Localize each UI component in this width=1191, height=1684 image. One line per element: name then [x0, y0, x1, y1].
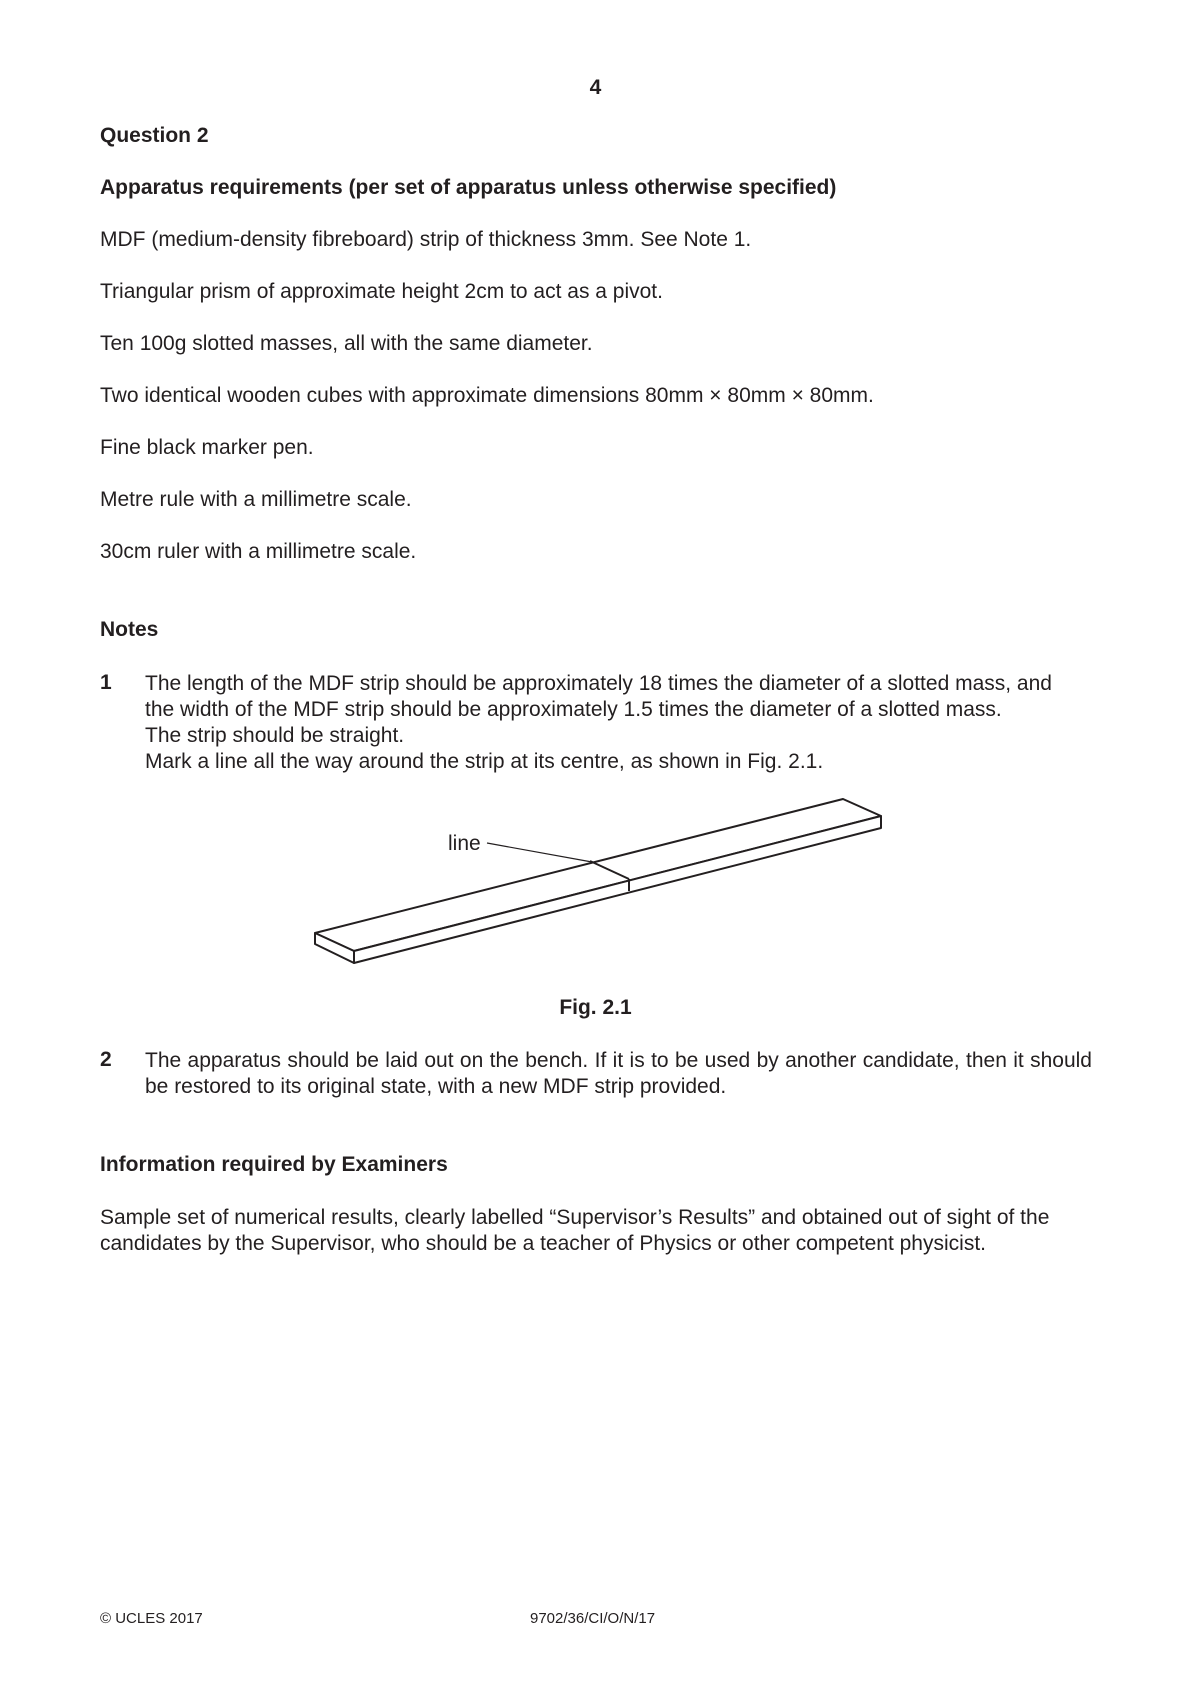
note-1-line: The strip should be straight. [145, 724, 405, 747]
note-1-number: 1 [100, 671, 112, 694]
apparatus-item: Fine black marker pen. [100, 436, 314, 459]
strip-front-face [354, 816, 881, 963]
footer-copyright: © UCLES 2017 [100, 1610, 203, 1627]
figure-caption: Fig. 2.1 [559, 996, 632, 1019]
apparatus-heading: Apparatus requirements (per set of apparatus unless otherwise specified) [100, 176, 837, 199]
note-2-number: 2 [100, 1048, 112, 1071]
apparatus-item: Ten 100g slotted masses, all with the same diameter. [100, 332, 593, 355]
question-heading: Question 2 [100, 124, 209, 147]
note-2-text: The apparatus should be laid out on the bench. If it is to be used by another candidate, then it should be restored to its original state, with a new MDF strip provided. [145, 1049, 1092, 1098]
label-line-text: line [448, 832, 481, 855]
footer-code: 9702/36/CI/O/N/17 [530, 1610, 656, 1627]
apparatus-item: Two identical wooden cubes with approximate dimensions 80mm × 80mm × 80mm. [100, 384, 874, 407]
apparatus-item: Triangular prism of approximate height 2cm to act as a pivot. [100, 280, 663, 303]
strip-top-face [315, 799, 881, 951]
apparatus-item: MDF (medium-density fibreboard) strip of thickness 3mm. See Note 1. [100, 228, 752, 251]
apparatus-item: Metre rule with a millimetre scale. [100, 488, 412, 511]
note-1-line: the width of the MDF strip should be approximately 1.5 times the diameter of a slotted mass. [145, 698, 1002, 721]
label-leader-line [487, 843, 592, 862]
examiners-heading: Information required by Examiners [100, 1153, 448, 1176]
note-1-line: The length of the MDF strip should be approximately 18 times the diameter of a slotted mass, and [145, 672, 1052, 695]
note-1-line: Mark a line all the way around the strip at its centre, as shown in Fig. 2.1. [145, 750, 824, 773]
notes-heading: Notes [100, 618, 159, 641]
page-number: 4 [589, 76, 602, 99]
apparatus-item: 30cm ruler with a millimetre scale. [100, 540, 417, 563]
examiners-text: Sample set of numerical results, clearly labelled “Supervisor’s Results” and obtained out of sight of the candidates by the Supervisor, who should be a teacher of Physics or other competent physicist. [100, 1206, 1050, 1255]
